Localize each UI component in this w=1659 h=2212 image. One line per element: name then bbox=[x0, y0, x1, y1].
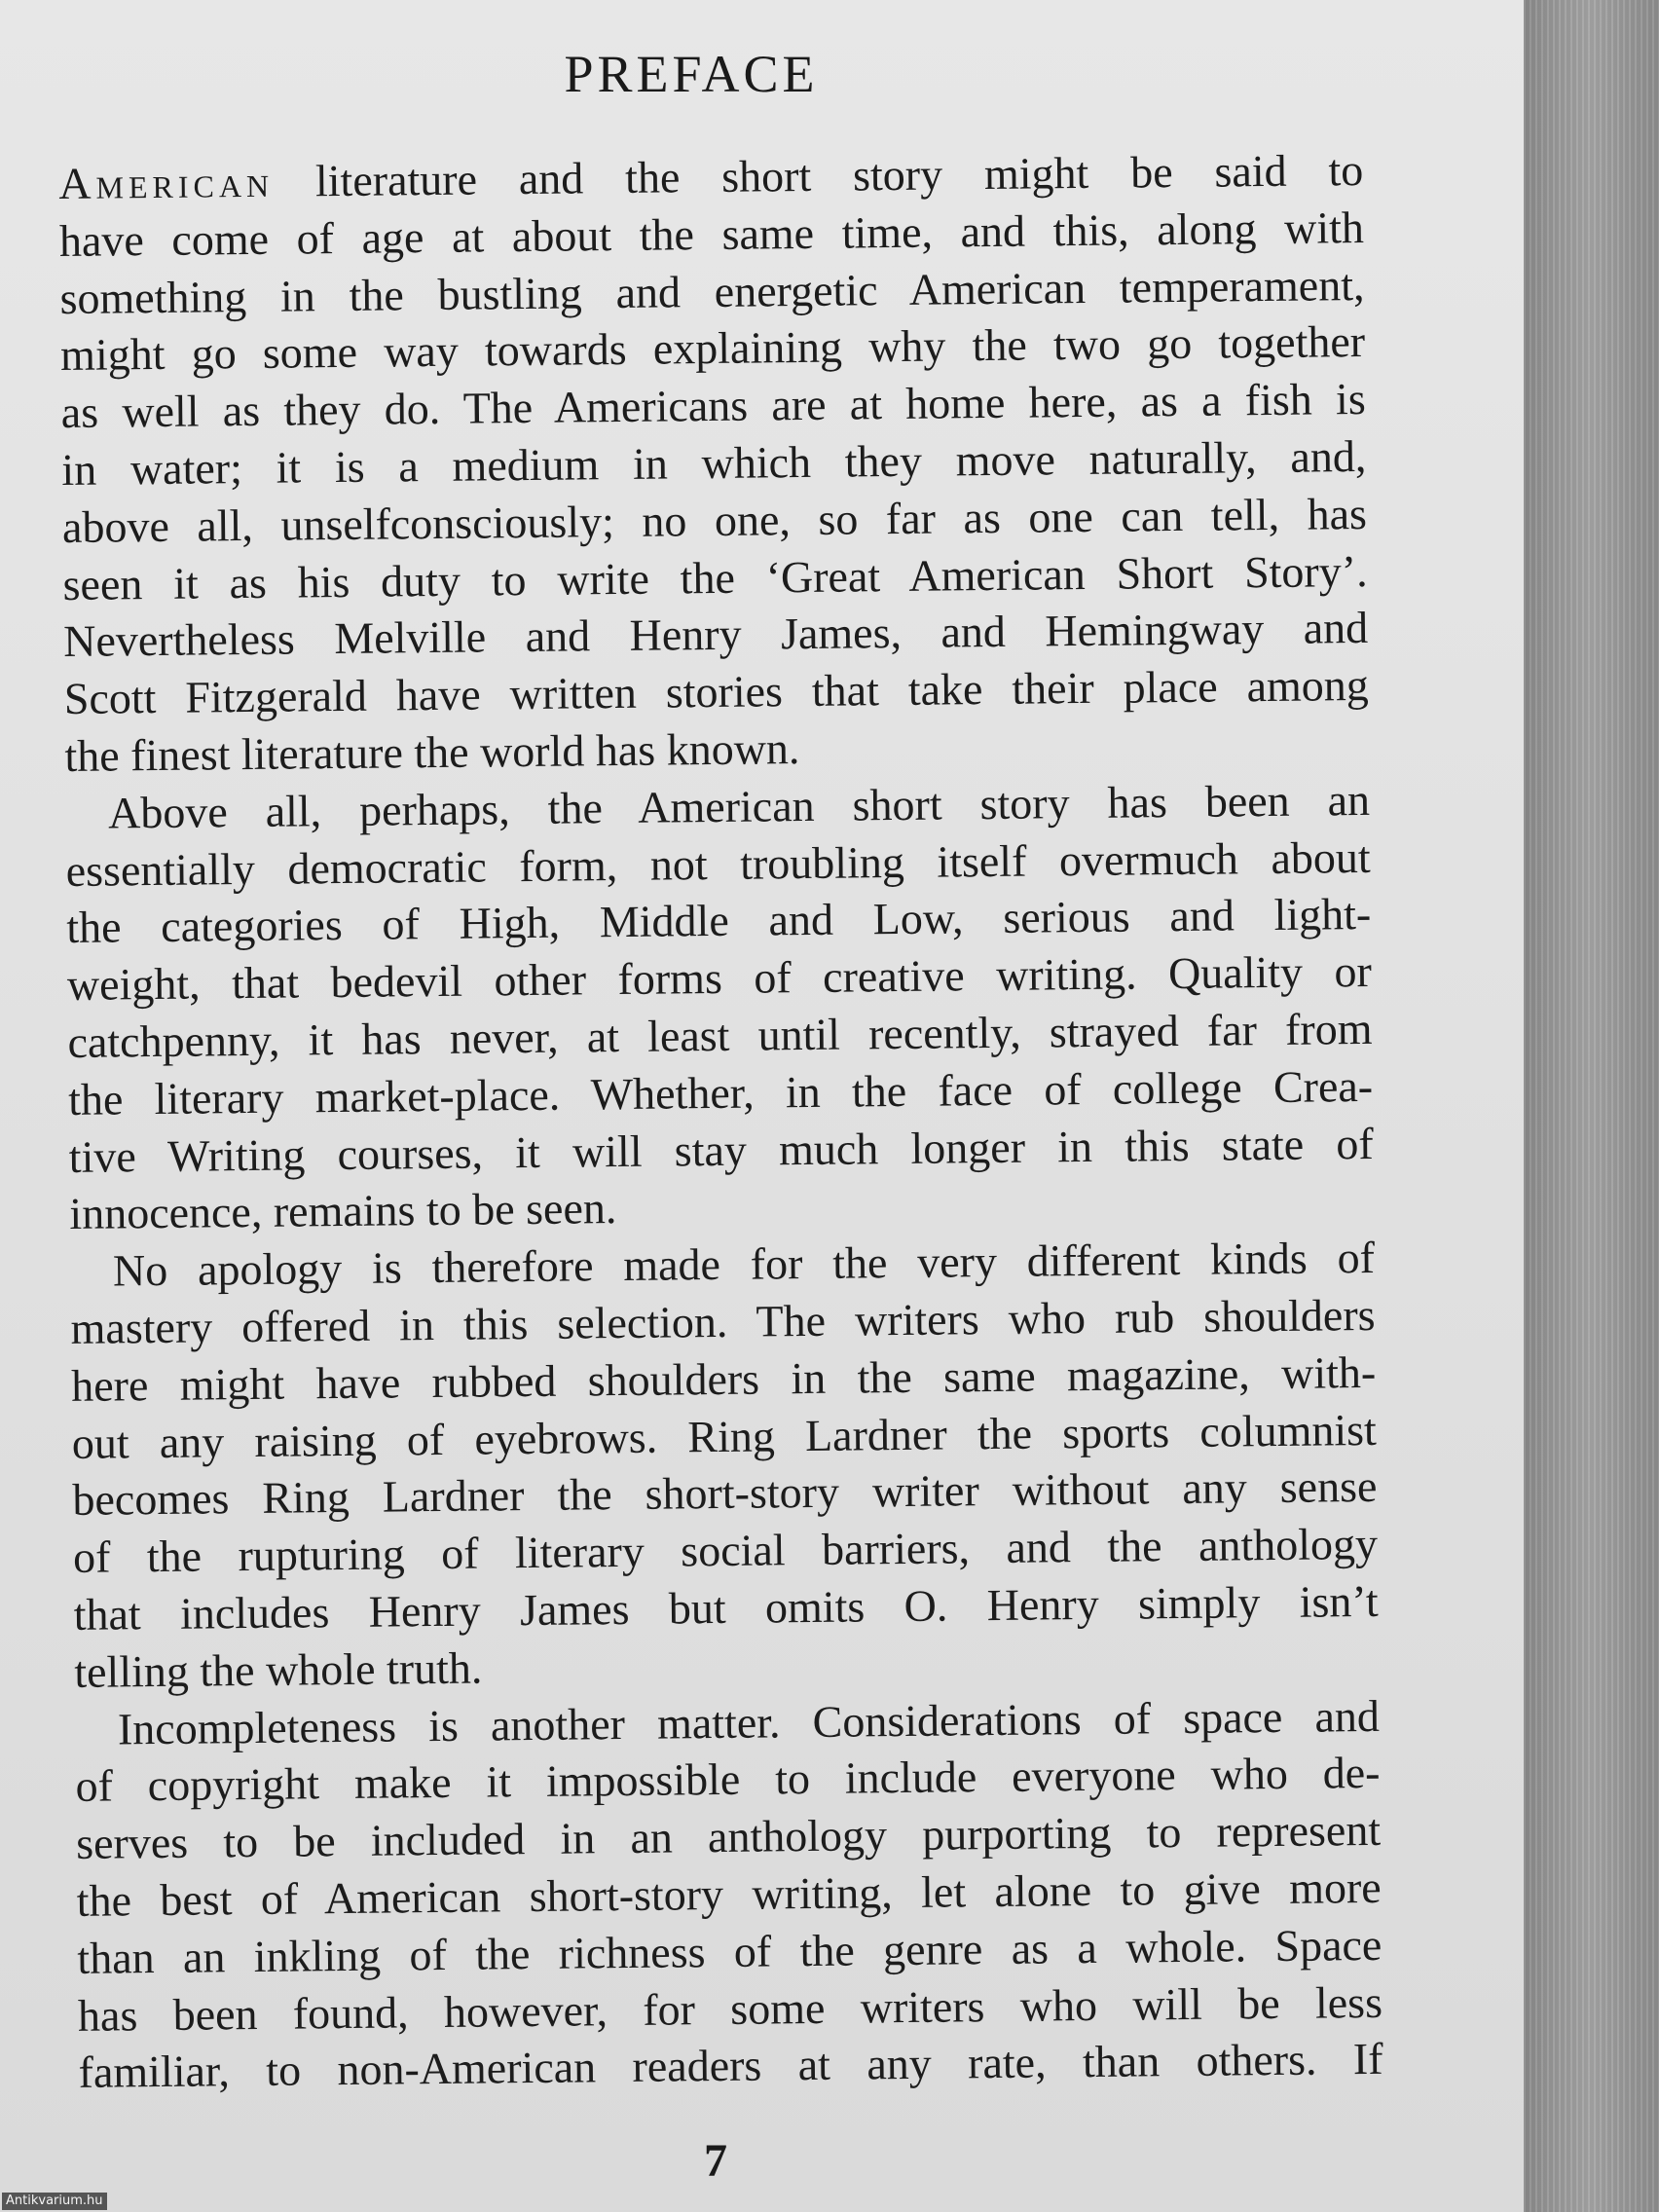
text-line: Above all, perhaps, the American short story has been an bbox=[107, 774, 1371, 838]
text-line: tive Writing courses, it will stay much longer in this state of bbox=[68, 1118, 1374, 1182]
text-line: Nevertheless Melville and Henry James, and Hemingway and bbox=[62, 603, 1369, 667]
paragraph-2 bbox=[65, 772, 1375, 1243]
text-line: have come of age at about the same time, and this, along with bbox=[58, 202, 1365, 266]
text-line: has been found, however, for some writers who will be less bbox=[77, 1976, 1383, 2041]
text-line: seen it as his duty to write the ‘Great American Short Story’. bbox=[62, 545, 1368, 609]
text-line: that includes Henry James but omits O. Henry simply isn’t bbox=[73, 1575, 1379, 1640]
paragraph-1 bbox=[58, 142, 1370, 786]
text-line: mastery offered in this selection. The writers who rub shoulders bbox=[70, 1289, 1376, 1353]
text-line: something in the bustling and energetic American temperament, bbox=[59, 259, 1365, 323]
preface-body bbox=[58, 142, 1383, 2102]
text-line: the literary market-place. Whether, in the face of college Crea- bbox=[67, 1060, 1374, 1124]
text-line: might go some way towards explaining why the two go together bbox=[59, 316, 1366, 381]
text-line: telling the whole truth. bbox=[74, 1642, 483, 1697]
text-line: catchpenny, it has never, at least until recently, strayed far from bbox=[67, 1003, 1373, 1067]
text-line: as well as they do. The Americans are at home here, as a fish is bbox=[60, 374, 1366, 438]
text-line: out any raising of eyebrows. Ring Lardner the sports columnist bbox=[71, 1404, 1378, 1468]
paragraph-3 bbox=[70, 1230, 1380, 1701]
paragraph-4 bbox=[75, 1687, 1383, 2102]
text-line: Scott Fitzgerald have written stories that take their place among bbox=[63, 660, 1370, 724]
text-line: familiar, to non-American readers at any rate, than others. If bbox=[78, 2034, 1383, 2098]
text-line: here might have rubbed shoulders in the same magazine, with- bbox=[70, 1346, 1377, 1411]
text-line: American literature and the short story might be said to bbox=[58, 144, 1364, 208]
text-line: weight, that bedevil other forms of creative writing. Quality or bbox=[66, 946, 1373, 1011]
drop-word: American bbox=[58, 156, 275, 208]
text-line: essentially democratic form, not troubling itself overmuch about bbox=[65, 831, 1371, 896]
text-line: of the rupturing of literary social barriers, and the anthology bbox=[72, 1519, 1379, 1583]
text-line: the categories of High, Middle and Low, serious and light- bbox=[66, 889, 1372, 953]
text-line: above all, unselfconsciously; no one, so far as one can tell, has bbox=[61, 488, 1368, 552]
text-line: in water; it is a medium in which they move naturally, and, bbox=[61, 430, 1367, 495]
text-line: of copyright make it impossible to include everyone who de- bbox=[75, 1748, 1381, 1812]
text-line: Incompleteness is another matter. Considerations of space and bbox=[117, 1690, 1381, 1753]
text-line: the best of American short-story writing, let alone to give more bbox=[76, 1862, 1382, 1926]
watermark: Antikvarium.hu bbox=[2, 2193, 107, 2210]
text-line: No apology is therefore made for the very different kinds of bbox=[112, 1233, 1376, 1296]
text-line: the finest literature the world has known. bbox=[64, 723, 800, 781]
page-title: PREFACE bbox=[564, 45, 819, 103]
text-line: than an inkling of the richness of the genre as a whole. Space bbox=[77, 1919, 1382, 1983]
text-line: innocence, remains to be seen. bbox=[69, 1183, 617, 1239]
text-line: serves to be included in an anthology purporting to represent bbox=[75, 1804, 1382, 1869]
text-line: becomes Ring Lardner the short-story writer without any sense bbox=[72, 1461, 1378, 1526]
page-stack-edge bbox=[1524, 0, 1659, 2212]
page-number: 7 bbox=[704, 2135, 727, 2187]
